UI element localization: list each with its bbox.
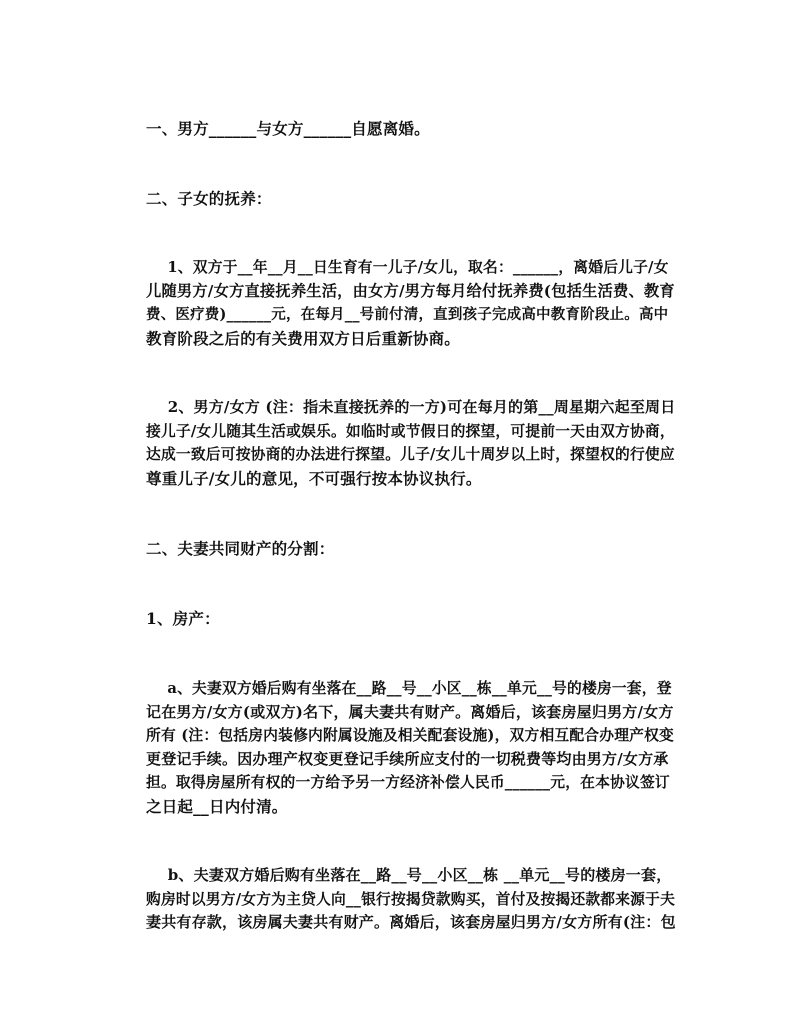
heading-line: 二、子女的抚养：: [146, 189, 272, 208]
paragraph-line: 更登记手续。因办理产权变更登记手续所应支付的一切税费等均由男方/女方承: [146, 749, 669, 768]
paragraph-line: 所有 (注：包括房内装修内附属设施及相关配套设施)，双方相互配合办理产权变: [146, 727, 674, 744]
section-heading-divorce: [146, 117, 676, 141]
paragraph-child-support: [146, 256, 676, 350]
paragraph-line: 妻共有存款，该房属夫妻共有财产。离婚后，该套房屋归男方/女方所有(注：包: [146, 913, 676, 931]
paragraph-visitation: [146, 396, 676, 490]
paragraph-line: 记在男方/女方(或双方)名下，属夫妻共有财产。离婚后，该套房屋归男方/女方: [146, 702, 674, 721]
paragraph-property-b: [146, 864, 676, 935]
paragraph-line: 购房时以男方/女方为主贷人向__银行按揭贷款购买，首付及按揭还款都来源于夫: [146, 890, 676, 908]
paragraph-line: 担。取得房屋所有权的一方给予另一方经济补偿人民币______元，在本协议签订: [146, 774, 670, 791]
paragraph-line: 尊重儿子/女儿的意见，不可强行按本协议执行。: [146, 468, 482, 488]
paragraph-line: 达成一致后可按协商的办法进行探望。儿子/女儿十周岁以上时，探望权的行使应: [146, 446, 675, 463]
section-heading-property-division: [146, 537, 676, 561]
paragraph-line: 之日起__日内付清。: [146, 796, 288, 816]
paragraph-line: 接儿子/女儿随其生活或娱乐。如临时或节假日的探望，可提前一天由双方协商，: [146, 422, 675, 440]
paragraph-line: 1、双方于__年__月__日生育有一儿子/女儿，取名：______，离婚后儿子/女: [146, 259, 669, 276]
paragraph-line: 儿随男方/女方直接抚养生活，由女方/男方每月给付抚养费(包括生活费、教育: [146, 281, 675, 300]
heading-line: 1、房产：: [146, 609, 220, 628]
paragraph-line: 教育阶段之后的有关费用双方日后重新协商。: [146, 328, 461, 348]
paragraph-line: 费、医疗费)______元，在每月__号前付清，直到孩子完成高中教育阶段止。高中: [146, 306, 669, 323]
paragraph-line: b、夫妻双方婚后购有坐落在__路__号__小区__栋 __单元__号的楼房一套，: [146, 866, 672, 884]
heading-line: 一、男方______与女方______自愿离婚。: [146, 119, 430, 138]
section-heading-child-custody: [146, 187, 676, 211]
paragraph-line: 2、男方/女方 (注：指未直接抚养的一方)可在每月的第__周星期六起至周日: [146, 398, 676, 416]
paragraph-property-a: [146, 677, 676, 818]
subheading-real-estate: [146, 607, 676, 631]
heading-line: 二、夫妻共同财产的分割：: [146, 539, 335, 558]
paragraph-line: a、夫妻双方婚后购有坐落在__路__号__小区__栋__单元__号的楼房一套，登: [146, 680, 672, 697]
